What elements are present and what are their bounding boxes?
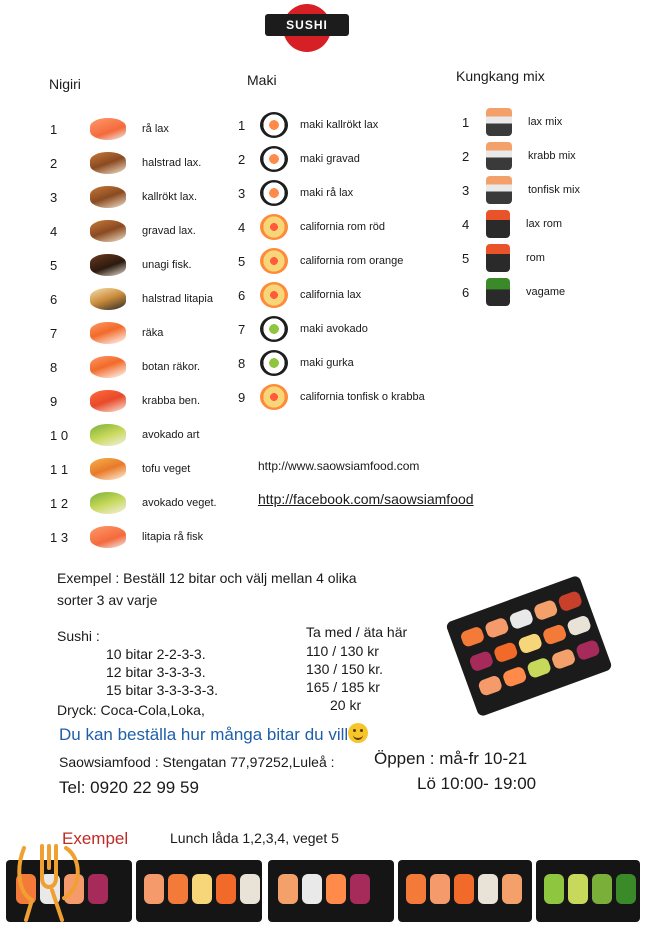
weekday-hours: Öppen : må-fr 10-21 bbox=[374, 749, 528, 768]
pieces-10: 10 bitar 2-2-3-3. bbox=[106, 646, 206, 662]
crab-nigiri-icon bbox=[90, 390, 126, 412]
tofu-nigiri-icon bbox=[90, 458, 126, 480]
phone-number[interactable]: Tel: 0920 22 99 59 bbox=[59, 778, 199, 797]
nigiri-item bbox=[50, 354, 200, 380]
maki-item-number: 3 bbox=[238, 185, 246, 201]
promo-label: Du kan beställa hur många bitar du vill bbox=[59, 725, 349, 744]
tuna-mix-icon bbox=[486, 176, 512, 204]
example-line-2: sorter 3 av varje bbox=[57, 592, 158, 608]
nigiri-item-label: avokado art bbox=[142, 429, 200, 441]
takeaway-header: Ta med / äta här bbox=[306, 624, 408, 640]
kungkang-item-label: lax rom bbox=[526, 218, 563, 230]
salmon-nigiri-icon bbox=[90, 118, 126, 140]
maki-item-number: 8 bbox=[238, 355, 246, 371]
lunch-photo-2 bbox=[136, 860, 262, 922]
nigiri-item-label: litapia rå fisk bbox=[142, 531, 204, 543]
price-10: 110 / 130 kr bbox=[306, 643, 379, 659]
maki-item-number: 6 bbox=[238, 287, 246, 303]
nigiri-item-number: 1 1 bbox=[50, 461, 69, 477]
smiley-icon bbox=[348, 723, 368, 743]
nigiri-item bbox=[50, 150, 201, 176]
maki-item-label: california lax bbox=[300, 289, 362, 301]
kungkang-item-number: 5 bbox=[462, 250, 470, 266]
maki-item-number: 7 bbox=[238, 321, 246, 337]
maki-heading: Maki bbox=[247, 72, 277, 88]
kungkang-item-number: 2 bbox=[462, 148, 470, 164]
nigiri-item-number: 3 bbox=[50, 189, 58, 205]
nigiri-item-label: räka bbox=[142, 327, 164, 339]
california-salmon-icon bbox=[260, 282, 288, 308]
nigiri-item bbox=[50, 388, 200, 414]
kungkang-item-number: 6 bbox=[462, 284, 470, 300]
nigiri-item-number: 1 2 bbox=[50, 495, 69, 511]
nigiri-item-label: krabba ben. bbox=[142, 395, 201, 407]
tilapia-nigiri-icon bbox=[90, 526, 126, 548]
crab-mix-icon bbox=[486, 142, 512, 170]
kungkang-item bbox=[462, 143, 576, 169]
maki-item-number: 9 bbox=[238, 389, 246, 405]
logo-text: SUSHI bbox=[286, 18, 328, 32]
logo-banner bbox=[265, 14, 349, 36]
nigiri-item bbox=[50, 524, 203, 550]
maki-item-label: california tonfisk o krabba bbox=[300, 391, 425, 403]
avocado-nigiri-icon bbox=[90, 492, 126, 514]
nigiri-item-label: halstrad litapia bbox=[142, 293, 213, 305]
seared-salmon-nigiri-icon bbox=[90, 152, 126, 174]
maki-item bbox=[238, 180, 353, 206]
maki-item bbox=[238, 316, 368, 342]
lunch-box-text: Lunch låda 1,2,3,4, veget 5 bbox=[170, 830, 339, 846]
lunch-exempel-label: Exempel bbox=[62, 829, 129, 848]
maki-item-number: 4 bbox=[238, 219, 246, 235]
avocado-maki-icon bbox=[260, 316, 288, 342]
maki-item-number: 2 bbox=[238, 151, 246, 167]
lunch-photo-3 bbox=[268, 860, 394, 922]
avocado-art-nigiri-icon bbox=[90, 424, 126, 446]
maki-item-label: california rom orange bbox=[300, 255, 404, 267]
nigiri-heading: Nigiri bbox=[49, 76, 81, 92]
smoked-salmon-nigiri-icon bbox=[90, 186, 126, 208]
cucumber-maki-icon bbox=[260, 350, 288, 376]
shrimp-nigiri-icon bbox=[90, 322, 126, 344]
unagi-nigiri-icon bbox=[90, 254, 126, 276]
nigiri-item-number: 1 bbox=[50, 121, 58, 137]
nigiri-item bbox=[50, 490, 217, 516]
nigiri-item-number: 1 0 bbox=[50, 427, 69, 443]
kungkang-item-label: rom bbox=[526, 252, 545, 264]
pieces-15: 15 bitar 3-3-3-3-3. bbox=[106, 682, 219, 698]
maki-item bbox=[238, 248, 403, 274]
price-12: 130 / 150 kr. bbox=[306, 661, 384, 677]
nigiri-item bbox=[50, 456, 190, 482]
nigiri-item-number: 2 bbox=[50, 155, 58, 171]
maki-item bbox=[238, 350, 354, 376]
maki-item-label: maki avokado bbox=[300, 323, 368, 335]
saturday-hours: Lö 10:00- 19:00 bbox=[417, 774, 537, 793]
sushi-tray-image bbox=[445, 575, 613, 718]
maki-item bbox=[238, 282, 361, 308]
price-15: 165 / 185 kr bbox=[306, 679, 380, 695]
kungkang-item bbox=[462, 279, 565, 305]
kungkang-item bbox=[462, 245, 545, 271]
nigiri-item bbox=[50, 252, 192, 278]
nigiri-item-number: 6 bbox=[50, 291, 58, 307]
nigiri-item-number: 7 bbox=[50, 325, 58, 341]
watermark-logo-icon bbox=[12, 838, 90, 924]
kungkang-item-label: tonfisk mix bbox=[528, 184, 580, 196]
nigiri-item-number: 8 bbox=[50, 359, 58, 375]
nigiri-item-label: kallrökt lax. bbox=[142, 191, 198, 203]
nigiri-item bbox=[50, 116, 169, 142]
salmon-mix-icon bbox=[486, 108, 512, 136]
nigiri-item-label: avokado veget. bbox=[142, 497, 217, 509]
nigiri-item bbox=[50, 218, 196, 244]
drink-price: 20 kr bbox=[330, 697, 362, 713]
nigiri-item bbox=[50, 320, 163, 346]
nigiri-item bbox=[50, 286, 213, 312]
california-orange-roe-icon bbox=[260, 248, 288, 274]
maki-item-label: maki rå lax bbox=[300, 187, 354, 199]
maki-item-label: maki kallrökt lax bbox=[300, 119, 379, 131]
sushi-label: Sushi : bbox=[57, 628, 100, 644]
website-link[interactable]: http://www.saowsiamfood.com bbox=[258, 459, 420, 473]
maki-item bbox=[238, 112, 378, 138]
example-line-1: Exempel : Beställ 12 bitar och välj mellan 4 olika bbox=[57, 570, 357, 586]
california-tuna-crab-icon bbox=[260, 384, 288, 410]
lunch-photo-5 bbox=[536, 860, 640, 922]
nigiri-item-label: tofu veget bbox=[142, 463, 191, 475]
promo-text bbox=[59, 723, 368, 745]
kungkang-item-label: krabb mix bbox=[528, 150, 576, 162]
sushi-logo bbox=[265, 4, 349, 48]
nigiri-item-label: rå lax bbox=[142, 123, 169, 135]
maki-item bbox=[238, 384, 425, 410]
nigiri-item bbox=[50, 184, 197, 210]
maki-item bbox=[238, 214, 385, 240]
kungkang-item-label: lax mix bbox=[528, 116, 563, 128]
maki-item-label: california rom röd bbox=[300, 221, 385, 233]
botan-shrimp-nigiri-icon bbox=[90, 356, 126, 378]
kungkang-item bbox=[462, 211, 562, 237]
nigiri-item-number: 4 bbox=[50, 223, 58, 239]
gravlax-maki-icon bbox=[260, 146, 288, 172]
nigiri-item-label: botan räkor. bbox=[142, 361, 201, 373]
nigiri-item-label: halstrad lax. bbox=[142, 157, 202, 169]
kungkang-item-number: 1 bbox=[462, 114, 470, 130]
nigiri-item bbox=[50, 422, 199, 448]
salmon-maki-icon bbox=[260, 180, 288, 206]
kungkang-item-number: 3 bbox=[462, 182, 470, 198]
maki-item-number: 5 bbox=[238, 253, 246, 269]
maki-item-label: maki gravad bbox=[300, 153, 360, 165]
roe-gunkan-icon bbox=[486, 244, 510, 272]
wakame-gunkan-icon bbox=[486, 278, 510, 306]
kungkang-item bbox=[462, 109, 562, 135]
kungkang-heading: Kungkang mix bbox=[456, 68, 545, 84]
nigiri-item-number: 5 bbox=[50, 257, 58, 273]
maki-item-number: 1 bbox=[238, 117, 246, 133]
nigiri-item-number: 1 3 bbox=[50, 529, 69, 545]
pieces-12: 12 bitar 3-3-3-3. bbox=[106, 664, 206, 680]
kungkang-item-label: vagame bbox=[526, 286, 566, 298]
nigiri-item-number: 9 bbox=[50, 393, 58, 409]
address-text: Saowsiamfood : Stengatan 77,97252,Luleå : bbox=[59, 754, 335, 770]
california-red-roe-icon bbox=[260, 214, 288, 240]
drink-label: Dryck: Coca-Cola,Loka, bbox=[57, 702, 205, 718]
facebook-link[interactable]: http://facebook.com/saowsiamfood bbox=[258, 491, 474, 507]
salmon-roe-gunkan-icon bbox=[486, 210, 510, 238]
seared-tilapia-nigiri-icon bbox=[90, 288, 126, 310]
maki-item-label: maki gurka bbox=[300, 357, 354, 369]
nigiri-item-label: unagi fisk. bbox=[142, 259, 192, 271]
kungkang-item-number: 4 bbox=[462, 216, 470, 232]
maki-item bbox=[238, 146, 360, 172]
smoked-salmon-maki-icon bbox=[260, 112, 288, 138]
lunch-photo-4 bbox=[398, 860, 532, 922]
kungkang-item bbox=[462, 177, 580, 203]
gravlax-nigiri-icon bbox=[90, 220, 126, 242]
nigiri-item-label: gravad lax. bbox=[142, 225, 196, 237]
